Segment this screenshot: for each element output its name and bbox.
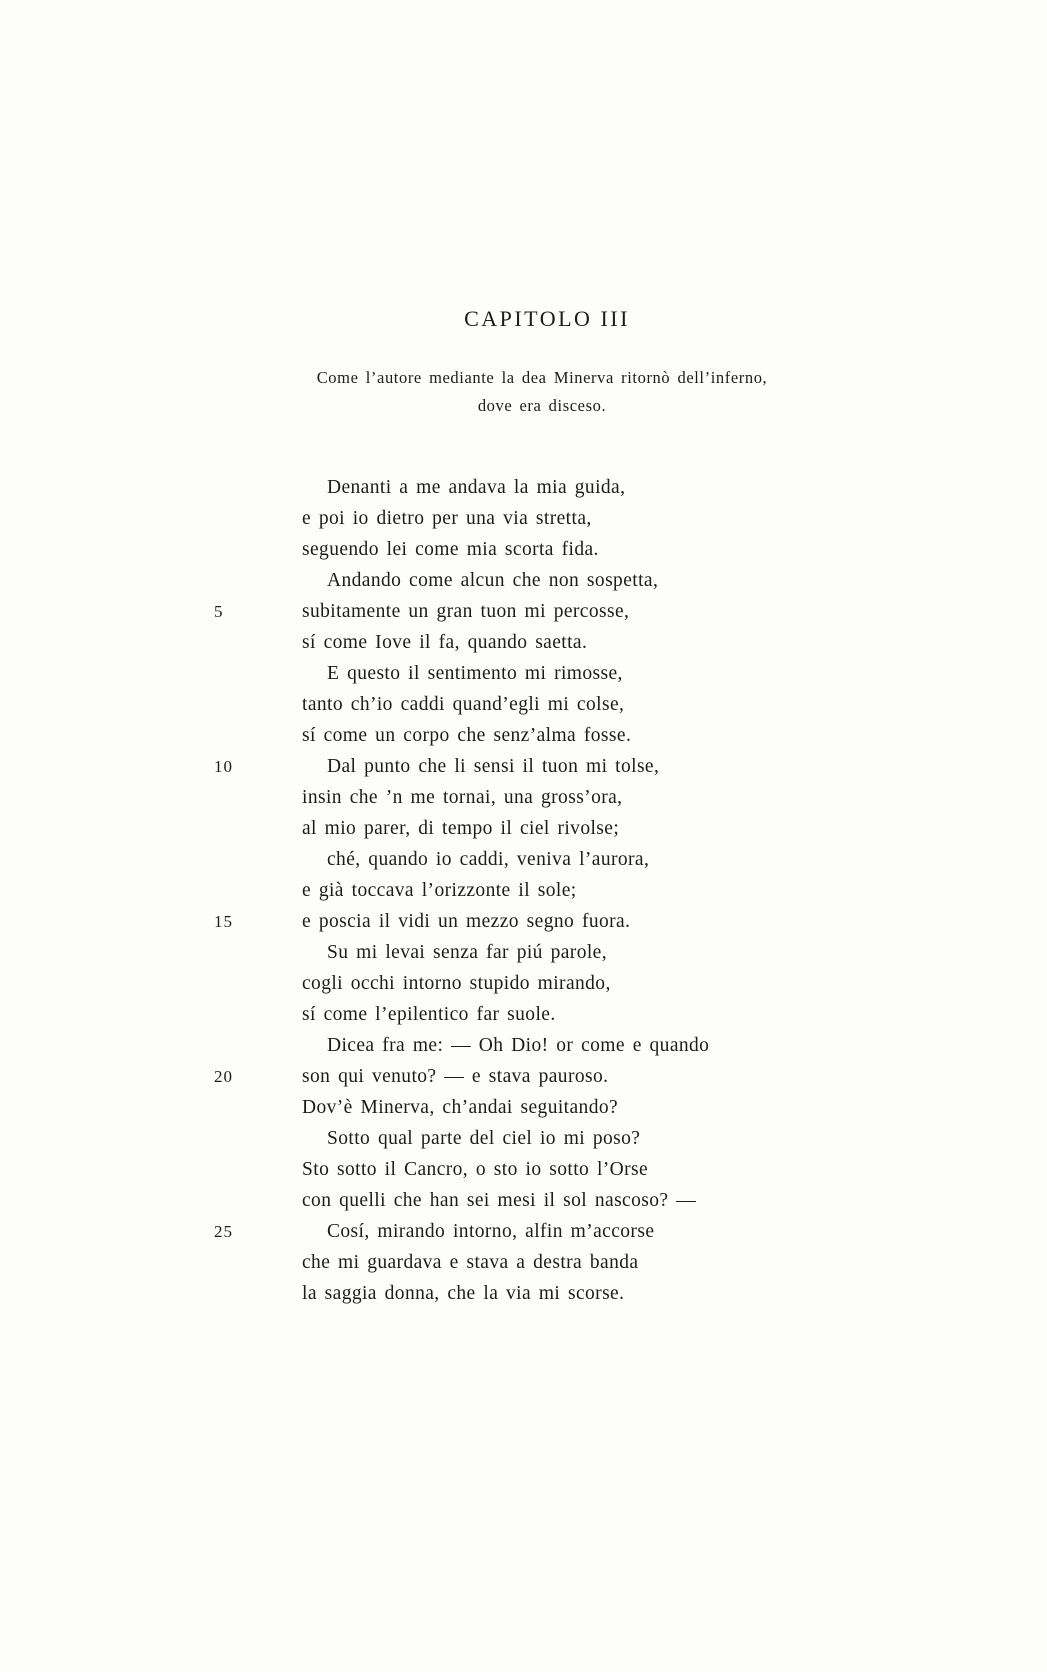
verse-line xyxy=(214,1097,914,1128)
verse-line xyxy=(214,632,914,663)
line-number: 5 xyxy=(214,602,224,621)
poem xyxy=(214,477,914,1314)
verse-text: sí come un corpo che senz’alma fosse. xyxy=(302,725,632,746)
verse-text: Dal punto che li sensi il tuon mi tolse, xyxy=(327,756,660,777)
verse-text: Sto sotto il Cancro, o sto io sotto l’Orse xyxy=(302,1159,649,1180)
verse-text: e poscia il vidi un mezzo segno fuora. xyxy=(302,911,631,932)
verse-line xyxy=(214,911,914,942)
verse-line xyxy=(214,477,914,508)
verse-line xyxy=(214,787,914,818)
verse-line xyxy=(214,756,914,787)
verse-text: Cosí, mirando intorno, alfin m’accorse xyxy=(327,1221,655,1242)
verse-text: tanto ch’io caddi quand’egli mi colse, xyxy=(302,694,625,715)
verse-line xyxy=(214,601,914,632)
verse-line xyxy=(214,1035,914,1066)
verse-text: e già toccava l’orizzonte il sole; xyxy=(302,880,577,901)
chapter-title: CAPITOLO III xyxy=(464,306,630,331)
verse-text: son qui venuto? — e stava pauroso. xyxy=(302,1066,609,1087)
verse-line xyxy=(214,1221,914,1252)
verse-line xyxy=(214,1190,914,1221)
verse-text: Denanti a me andava la mia guida, xyxy=(327,477,626,498)
verse-text: Sotto qual parte del ciel io mi poso? xyxy=(327,1128,641,1149)
verse-text: sí come l’epilentico far suole. xyxy=(302,1004,556,1025)
verse-text: Su mi levai senza far piú parole, xyxy=(327,942,607,963)
verse-line xyxy=(214,849,914,880)
verse-line xyxy=(214,508,914,539)
verse-line xyxy=(214,1159,914,1190)
line-number: 25 xyxy=(214,1222,233,1241)
verse-line xyxy=(214,818,914,849)
verse-line xyxy=(214,1066,914,1097)
verse-text: con quelli che han sei mesi il sol nascoso? — xyxy=(302,1190,697,1211)
verse-text: sí come Iove il fa, quando saetta. xyxy=(302,632,588,653)
line-number: 15 xyxy=(214,912,233,931)
verse-line xyxy=(214,570,914,601)
verse-text: che mi guardava e stava a destra banda xyxy=(302,1252,639,1273)
verse-text: insin che ’n me tornai, una gross’ora, xyxy=(302,787,623,808)
verse-line xyxy=(214,1283,914,1314)
chapter-subtitle-line2: dove era disceso. xyxy=(477,396,607,415)
verse-text: Dicea fra me: — Oh Dio! or come e quando xyxy=(327,1035,710,1056)
verse-line xyxy=(214,1128,914,1159)
verse-line xyxy=(214,725,914,756)
verse-text: cogli occhi intorno stupido mirando, xyxy=(302,973,611,994)
verse-line xyxy=(214,1252,914,1283)
verse-text: subitamente un gran tuon mi percosse, xyxy=(302,601,630,622)
verse-line xyxy=(214,973,914,1004)
verse-text: Andando come alcun che non sospetta, xyxy=(327,570,659,591)
verse-text: ché, quando io caddi, veniva l’aurora, xyxy=(327,849,650,870)
line-number: 20 xyxy=(214,1067,233,1086)
verse-line xyxy=(214,880,914,911)
verse-text: Dov’è Minerva, ch’andai seguitando? xyxy=(302,1097,619,1118)
verse-line xyxy=(214,942,914,973)
verse-line xyxy=(214,1004,914,1035)
verse-line xyxy=(214,539,914,570)
chapter-subtitle xyxy=(42,364,1042,420)
verse-text: la saggia donna, che la via mi scorse. xyxy=(302,1283,625,1304)
verse-text: al mio parer, di tempo il ciel rivolse; xyxy=(302,818,620,839)
verse-text: e poi io dietro per una via stretta, xyxy=(302,508,592,529)
verse-text: seguendo lei come mia scorta fida. xyxy=(302,539,599,560)
line-number: 10 xyxy=(214,757,233,776)
verse-line xyxy=(214,663,914,694)
chapter-subtitle-line1: Come l’autore mediante la dea Minerva ritornò dell’inferno, xyxy=(316,368,768,387)
verse-text: E questo il sentimento mi rimosse, xyxy=(327,663,623,684)
verse-line xyxy=(214,694,914,725)
